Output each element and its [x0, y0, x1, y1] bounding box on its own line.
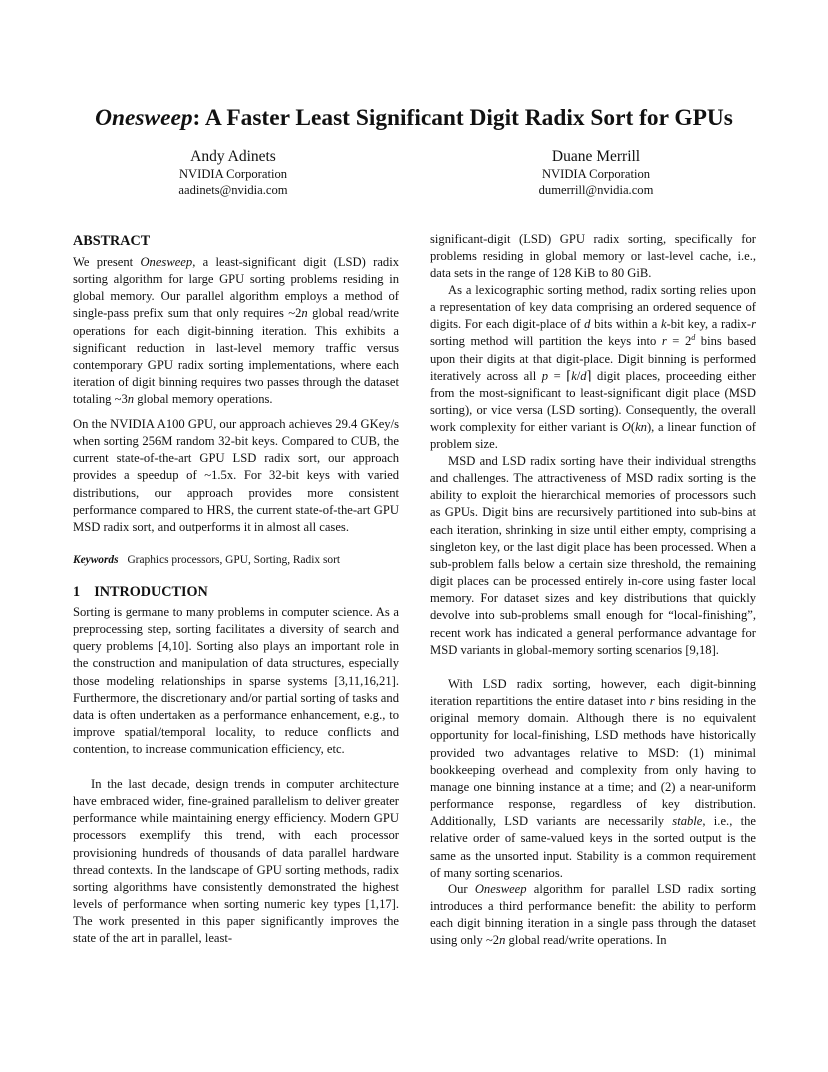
keywords-line	[73, 553, 340, 568]
abstract-heading: ABSTRACT	[73, 233, 151, 249]
right-paragraph-lsd: With LSD radix sorting, however, each digit-binning iteration repartitions the entire dataset into r bins residing in the original memory domain. Although there is no equivalent opportunity for local-finishing, LSD methods have historically provided two advantages relative to MSD: (1) minimal bookkeeping overhead and complexity from only having to manage one binning instance at a time; and (2) a near-uniform performance response, regardless of key distribution. Additionally, LSD variants are necessarily stable, i.e., the relative order of same-valued keys in the sorted output is the same as the unsorted input. Stability is a common requirement of many sorting scenarios.	[430, 677, 756, 880]
author-block-1	[113, 147, 353, 198]
author-block-2	[476, 147, 716, 198]
right-paragraph-lexicographic: As a lexicographic sorting method, radix sorting relies upon a representation of key data comprising an ordered sequence of digits. For each digit-place of d bits within a k-bit key, a radix-r sorting method will partition the keys into $r = 2^d$ bins based upon their digits at that digit-place. Digit binning is performed iteratively across all p = ⌈k/d⌉ digit places, proceeding either from the most-significant to least-significant digit place (MSD sorting), or vice versa (LSD sorting). Consequently, the overall work complexity for either variant is O(kn), a linear function of problem size.	[430, 283, 757, 452]
author-name: Andy Adinets	[190, 148, 276, 165]
author-name: Duane Merrill	[551, 148, 641, 165]
right-paragraph-msd-lsd: MSD and LSD radix sorting have their individual strengths and challenges. The attractiveness of MSD radix sorting is the ability to exploit the hierarchical memories of processors such as GPUs. Digit bins are recursively partitioned into sub-bins at each iteration, shrinking in size until either empty, comprising a singleton key, or the last digit place has been processed. When a sub-problem falls below a certain size threshold, the remaining digit places can be processed entirely in-core using faster local memory. For dataset sizes and key distributions that quickly devolve into sub-problems small enough for “local-finishing”, recent work has indicated a general performance advantage for MSD variants in global-memory sorting scenarios [9,18].	[430, 454, 756, 657]
keywords-label: Keywords	[73, 554, 119, 566]
intro-paragraph-1: Sorting is germane to many problems in computer science. As a preprocessing step, sorting facilitates a diversity of search and query problems [4,10]. Sorting also plays an important role in the construction and manipulation of data structures, especially those modeling relationships in sparse systems [3,11,16,21]. Furthermore, the discretionary and/or partial sorting of tasks and data is often undertaken as a performance enhancement, e.g., to improve spatial/temporal locality, to reduce conflicts and contention, to increase communication efficiency, etc.	[73, 605, 399, 757]
keywords-text: Graphics processors, GPU, Sorting, Radix sort	[127, 554, 341, 566]
right-paragraph-continued: significant-digit (LSD) GPU radix sorting, specifically for problems residing in global memory or last-level cache, i.e., data sets in the range of 128 KiB to 80 GiB.	[430, 232, 756, 281]
abstract-paragraph-1: We present Onesweep, a least-significant digit (LSD) radix sorting algorithm for large GPU sorting problems residing in global memory. Our parallel algorithm employs a method of single-pass prefix sum that only requires ~2n global read/write operations for each digit-binning iteration. This exhibits a significant reduction in last-level memory traffic versus contemporary GPU radix sorting implementations, where each iteration of digit binning requires two passes through the dataset totaling ~3n global memory operations.	[73, 255, 399, 407]
author-email: aadinets@nvidia.com	[178, 183, 288, 197]
intro-paragraph-2: In the last decade, design trends in computer architecture have embraced wider, fine-grained parallelism to deliver greater performance while maintaining energy efficiency. Modern GPU processors exemplify this trend, with each processor provisioning hundreds of thousands of data parallel hardware thread contexts. In the landscape of GPU sorting methods, radix sorting algorithms have consistently demonstrated the highest levels of performance when sorting numeric key types [1,17]. The work presented in this paper significantly improves the state of the art in parallel, least-	[73, 777, 399, 946]
author-email: dumerrill@nvidia.com	[538, 183, 654, 197]
author-affiliation: NVIDIA Corporation	[178, 167, 288, 181]
introduction-heading: 1 INTRODUCTION	[73, 584, 208, 600]
author-affiliation: NVIDIA Corporation	[541, 167, 651, 181]
right-paragraph-onesweep: Our Onesweep algorithm for parallel LSD radix sorting introduces a third performance benefit: the ability to perform each digit binning iteration in a single pass through the dataset using only ~2n global read/write operations. In	[430, 882, 756, 948]
paper-title	[0, 103, 828, 133]
paper-title-emphasis: Onesweep	[95, 105, 193, 131]
paper-title-rest: : A Faster Least Significant Digit Radix Sort for GPUs	[192, 105, 733, 131]
abstract-paragraph-2: On the NVIDIA A100 GPU, our approach achieves 29.4 GKey/s when sorting 256M random 32-bit keys. Compared to CUB, the current state-of-the-art GPU LSD radix sort, our approach provides a speedup of ~1.5x. For 32-bit keys with varied distributions, our approach provides more consistent performance compared to HRS, the current state-of-the-art GPU MSD radix sort, and outperforms it in almost all cases.	[73, 417, 399, 534]
